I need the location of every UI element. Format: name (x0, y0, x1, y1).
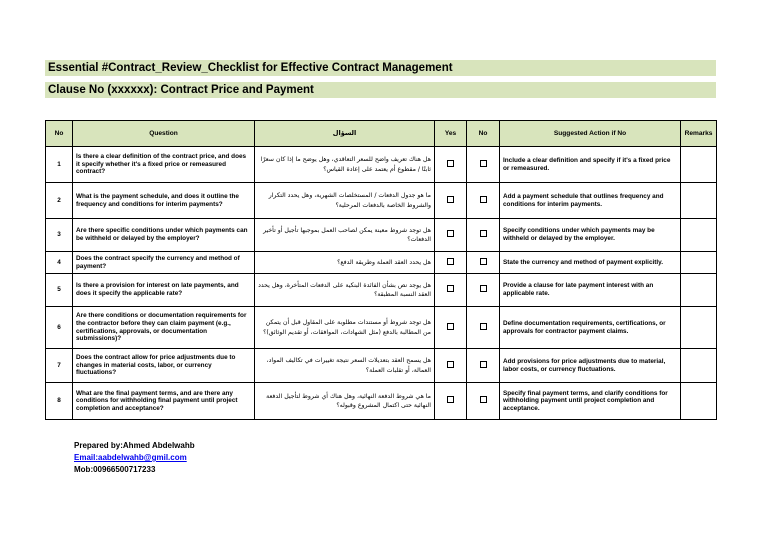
arabic-question-text: ما هي شروط الدفعة النهائية، وهل هناك أي شروط لتأجيل الدفعة النهائية حتى اكتمال المشروع وقبوله؟ (255, 383, 435, 420)
suggested-action-text: Specify final payment terms, and clarify conditions for withholding payment until project completion and acceptance. (500, 383, 681, 420)
remarks-cell[interactable] (681, 274, 717, 307)
arabic-question-text: هل يسمح العقد بتعديلات السعر نتيجة تغييرات في تكاليف المواد، العمالة، أو تقلبات العملة؟ (255, 349, 435, 383)
question-text: Does the contract specify the currency and method of payment? (73, 252, 255, 274)
yes-checkbox[interactable] (435, 274, 467, 307)
arabic-question-text: هل يحدد العقد العملة وطريقة الدفع؟ (255, 252, 435, 274)
author-footer (74, 440, 195, 476)
yes-checkbox[interactable] (435, 147, 467, 183)
remarks-cell[interactable] (681, 349, 717, 383)
table-row (46, 274, 717, 307)
arabic-question-text: هل توجد شروط أو مستندات مطلوبة على المقاول قبل أن يتمكن من المطالبة بالدفع (مثل الشهادات، الموافقات، أو تقديم الوثائق)؟ (255, 307, 435, 349)
table-row (46, 383, 717, 420)
suggested-action-text: Add provisions for price adjustments due to material, labor costs, or currency fluctuations. (500, 349, 681, 383)
table-row (46, 307, 717, 349)
row-number: 6 (46, 307, 73, 349)
document-title: Essential #Contract_Review_Checklist for Effective Contract Management (45, 60, 716, 76)
yes-checkbox[interactable] (435, 383, 467, 420)
table-row (46, 147, 717, 183)
remarks-cell[interactable] (681, 383, 717, 420)
row-number: 1 (46, 147, 73, 183)
yes-checkbox[interactable] (435, 349, 467, 383)
table-row (46, 183, 717, 219)
suggested-action-text: State the currency and method of payment explicitly. (500, 252, 681, 274)
question-text: Are there specific conditions under which payments can be withheld or delayed by the employer? (73, 219, 255, 252)
no-checkbox[interactable] (467, 219, 500, 252)
no-checkbox[interactable] (467, 383, 500, 420)
remarks-cell[interactable] (681, 307, 717, 349)
checklist-table (45, 120, 717, 420)
yes-checkbox[interactable] (435, 183, 467, 219)
remarks-cell[interactable] (681, 183, 717, 219)
column-header-arabic-question: السؤال (255, 121, 435, 147)
row-number: 3 (46, 219, 73, 252)
yes-checkbox[interactable] (435, 252, 467, 274)
row-number: 8 (46, 383, 73, 420)
question-text: Does the contract allow for price adjustments due to changes in material costs, labor, or currency fluctuations? (73, 349, 255, 383)
clause-heading: Clause No (xxxxxx): Contract Price and Payment (45, 82, 716, 98)
arabic-question-text: هل هناك تعريف واضح للسعر التعاقدي، وهل يوضح ما إذا كان سعرًا ثابتًا / مقطوع أم يعتمد على إعادة القياس؟ (255, 147, 435, 183)
suggested-action-text: Define documentation requirements, certifications, or approvals for contractor payment claims. (500, 307, 681, 349)
yes-checkbox[interactable] (435, 219, 467, 252)
email-link[interactable]: Email:aabdelwahb@gmil.com (74, 453, 187, 462)
question-text: What are the final payment terms, and are there any conditions for withholding final payment until project completion and acceptance? (73, 383, 255, 420)
column-header-yes: Yes (435, 121, 467, 147)
no-checkbox[interactable] (467, 307, 500, 349)
no-checkbox[interactable] (467, 274, 500, 307)
question-text: What is the payment schedule, and does it outline the frequency and conditions for interim payments? (73, 183, 255, 219)
column-header-question: Question (73, 121, 255, 147)
no-checkbox[interactable] (467, 147, 500, 183)
mobile-number: Mob:00966500717233 (74, 465, 156, 474)
column-header-no-answer: No (467, 121, 500, 147)
no-checkbox[interactable] (467, 252, 500, 274)
remarks-cell[interactable] (681, 219, 717, 252)
no-checkbox[interactable] (467, 349, 500, 383)
arabic-question-text: هل توجد شروط معينة يمكن لصاحب العمل بموجبها تأجيل أو تأخير الدفعات؟ (255, 219, 435, 252)
arabic-question-text: هل يوجد نص بشأن الفائدة البنكية على الدفعات المتأخرة، وهل يحدد العقد النسبة المطبقة؟ (255, 274, 435, 307)
row-number: 2 (46, 183, 73, 219)
prepared-by: Prepared by:Ahmed Abdelwahb (74, 441, 195, 450)
table-row (46, 349, 717, 383)
question-text: Are there conditions or documentation requirements for the contractor before they can claim payment (e.g., certifications, approvals, or documentation submissions)? (73, 307, 255, 349)
table-row (46, 219, 717, 252)
suggested-action-text: Include a clear definition and specify if it's a fixed price or remeasured. (500, 147, 681, 183)
yes-checkbox[interactable] (435, 307, 467, 349)
table-row (46, 252, 717, 274)
row-number: 5 (46, 274, 73, 307)
arabic-question-text: ما هو جدول الدفعات / المستخلصات الشهرية، وهل يحدد التكرار والشروط الخاصة بالدفعات المرحلية؟ (255, 183, 435, 219)
suggested-action-text: Provide a clause for late payment interest with an applicable rate. (500, 274, 681, 307)
row-number: 4 (46, 252, 73, 274)
suggested-action-text: Add a payment schedule that outlines frequency and conditions for interim payments. (500, 183, 681, 219)
table-header-row (46, 121, 717, 147)
question-text: Is there a clear definition of the contract price, and does it specify whether it's a fixed price or remeasured contract? (73, 147, 255, 183)
column-header-remarks: Remarks (681, 121, 717, 147)
remarks-cell[interactable] (681, 252, 717, 274)
question-text: Is there a provision for interest on late payments, and does it specify the applicable rate? (73, 274, 255, 307)
no-checkbox[interactable] (467, 183, 500, 219)
column-header-suggested-action: Suggested Action if No (500, 121, 681, 147)
suggested-action-text: Specify conditions under which payments may be withheld or delayed by the employer. (500, 219, 681, 252)
row-number: 7 (46, 349, 73, 383)
column-header-no: No (46, 121, 73, 147)
remarks-cell[interactable] (681, 147, 717, 183)
